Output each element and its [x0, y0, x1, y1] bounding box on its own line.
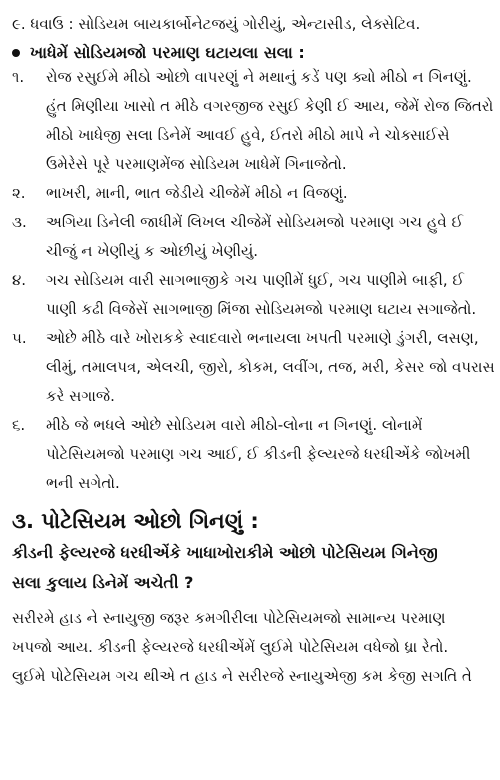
item-line: હુંત મિણીયા ખાસો ત મીઠે વગરજીજ રસુઈ કેણી ઈ આય, જેમેં રોજ જિતરો	[46, 97, 494, 115]
item-line: ગચ સોડિયમ વારી સાગભાજીકે ગચ પાણીમેં ધુઈ, ગચ પાણીમે બાફી, ઈ	[46, 271, 464, 289]
subheading-line: કીડની ફેલ્યરજે ધરધીએંકે ખાધાખોરાકીમે ઓછો પોટેસિયમ ગિનેજી	[12, 543, 438, 562]
item-text	[46, 179, 488, 208]
item-line: ભની સગેતો.	[46, 474, 120, 492]
list-item	[12, 411, 488, 498]
item-number: ૩.	[12, 213, 27, 231]
item-text	[46, 411, 488, 498]
paragraph-line: ખપજો આય. કીડની ફેલ્યરજે ધરધીએંમેં લુઈમે પોટેસિયમ વધેજો ધ્રા રેતો.	[12, 638, 449, 656]
item-number: ૪.	[12, 271, 27, 289]
section-subheading	[12, 538, 488, 598]
item-number: ૨.	[12, 184, 26, 202]
top-line: ૯. ધવાઉ : સોડિયમ બાયકાર્બોનેટજયું ગોરીયું, એન્ટાસીડ, લેક્સેટિવ.	[12, 15, 421, 33]
item-text	[46, 324, 495, 411]
item-line: પાણી કઢી વિજેસેં સાગભાજી મિંજા સોડિયમજો પરમાણ ઘટાય સગાજેતો.	[46, 300, 477, 318]
list-item	[12, 179, 488, 208]
bullet-dot-icon	[12, 49, 20, 57]
list-item	[12, 63, 494, 179]
item-text	[46, 208, 488, 266]
paragraph-line: સરીરમે હાડ ને સ્નાયુજી જરૂર કમગીરીલા પોટેસિયમજો સામાન્ય પરમાણ	[12, 609, 446, 627]
item-line: ભાખરી, માની, ભાત જેડીયે ચીજેમેં મીઠો ન વિજણું.	[46, 184, 348, 202]
list-item	[12, 324, 495, 411]
item-number: ૫.	[12, 329, 27, 347]
item-line: કરે સગાજે.	[46, 387, 115, 405]
item-line: ઉમેરેસે પૂરે પરમાણમેંજ સોડિયમ ખાધેમેં ગિનાજેતો.	[46, 155, 347, 173]
item-number: ૧.	[12, 68, 25, 86]
subheading-line: સલા કુલાય ડિનેમેં અચેતી ?	[12, 573, 194, 592]
list-item	[12, 208, 488, 266]
item-line: રોજ રસુઈમે મીઠો ઓછો વાપરણું ને મથાનું કડેં પણ ક્યો મીઠો ન ગિનણું.	[46, 68, 472, 86]
bullet-heading	[12, 43, 488, 63]
list-item	[12, 266, 488, 324]
item-line: લીમું, તમાલપત્ર, એલચી, જીરો, કોકમ, લવીંગ, તજ, મરી, કેસર જો વપરાસ	[46, 358, 495, 376]
body-paragraph	[12, 604, 488, 691]
section-title: ૩. પોટેસિયમ ઓછો ગિનણું :	[12, 509, 259, 533]
item-text	[46, 63, 493, 179]
paragraph-line: લુઈમે પોટેસિયમ ગચ થીએ ત હાડ ને સરીરજે સ્નાયુએજી કમ કેજી સગતિ તે	[12, 667, 472, 685]
item-text	[46, 266, 488, 324]
item-line: મીઠો ખાધેજી સલા ડિનેમેં આવઈ હુવે, ઈતરો મીઠો માપે ને ચોક્સાઈસે	[46, 126, 450, 144]
item-line: પોટેસિયમજો પરમાણ ગચ આઈ, ઈ કીડની ફેલ્યરજે ધરધીએંકે જોખમી	[46, 445, 471, 463]
item-line: મીઠે જે ભધલે ઓછે સોડિયમ વારો મીઠો-લોના ન ગિનણું. લોનામેં	[46, 416, 423, 434]
advice-list	[12, 63, 495, 498]
item-number: ૬.	[12, 416, 26, 434]
item-line: ઓછે મીઠે વારે ખોરાકકે સ્વાદવારો ભનાયલા ખપતી પરમાણે ડુંગરી, લસણ,	[46, 329, 479, 347]
item-line: ચીજું ન ખેણીયું ક ઓછીયું ખેણીયું.	[46, 242, 259, 260]
item-line: અગિયા ડિનેલી જાધીમેં લિખલ ચીજેમેં સોડિયમજો પરમાણ ગચ હુવે ઈ	[46, 213, 464, 231]
bullet-heading-text: ખાધેમેં સોડિયમજો પરમાણ ઘટાયલા સલા :	[30, 43, 305, 62]
